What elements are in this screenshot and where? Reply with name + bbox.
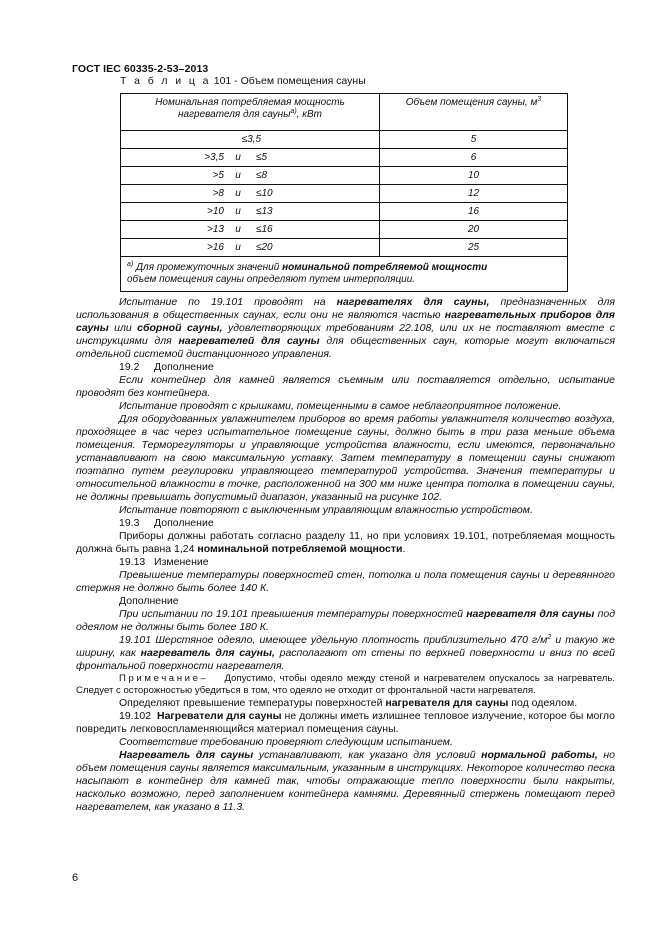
table-row: [121, 239, 568, 257]
volume-cell: 16: [380, 203, 568, 221]
power-upper-bound: ≤10: [256, 188, 273, 199]
text: предназначенных для использования в общественных саунах, если они не являются частью: [76, 296, 615, 321]
addition-heading: Дополнение: [119, 595, 179, 607]
table-header-volume: [380, 94, 568, 131]
footnote-text-c: объем помещения сауны определяют путем интерполяции.: [127, 274, 416, 285]
term: нормальной работы,: [481, 749, 598, 761]
text: под одеялом не должны быть более 180 К.: [76, 608, 615, 633]
volume-cell: 10: [380, 167, 568, 185]
text: 19.101 Шерстяное одеяло, имеющее удельную плотность приблизительно 470 г/м: [119, 634, 548, 646]
note-text: Допустимо, чтобы одеяло между стеной и нагревателем опускалось за нагреватель. Следует с осторожностью убедиться в том, что одеяло не отходит от фронтальной части нагревателя.: [76, 673, 618, 696]
power-and: и: [235, 206, 241, 217]
power-upper-bound: ≤8: [256, 170, 268, 181]
paragraph-container: Если контейнер для камней является съемным или поставляется отдельно, испытание проводят без контейнера.: [76, 374, 615, 399]
power-cell: [121, 167, 380, 185]
header-volume-text: Объем помещения сауны, м: [405, 97, 538, 108]
table-caption-prefix: Т а б л и ц а: [120, 75, 211, 87]
section-19-3-heading: 19.3 Дополнение: [119, 517, 214, 529]
text: устанавливают, как указано для условий: [253, 749, 482, 761]
body-text: [76, 296, 618, 814]
paragraph-19-101: [76, 634, 615, 673]
sauna-volume-table: [120, 93, 568, 292]
power-lower-bound: >5: [212, 170, 224, 181]
power-cell: [121, 131, 380, 149]
table-caption: [120, 75, 366, 87]
text: или: [108, 322, 138, 334]
term: нагревателей для сауны: [178, 335, 320, 347]
paragraph-determine-rise: [76, 697, 615, 710]
page-number: 6: [72, 872, 79, 884]
text: и такую же ширину, как: [76, 634, 615, 659]
table-row: [121, 185, 568, 203]
paragraph-covers: Испытание проводят с крышками, помещенными в самое неблагоприятное положение.: [119, 400, 562, 412]
power-lower-bound: >16: [207, 242, 224, 253]
term: нагревателях для сауны,: [336, 296, 490, 308]
volume-cell: 25: [380, 239, 568, 257]
note-paragraph: [76, 673, 618, 697]
text: .: [402, 543, 406, 555]
text: Испытание по 19.101 проводят на: [119, 296, 337, 308]
paragraph-installation: [76, 749, 615, 814]
header-power-sup: a): [290, 108, 297, 115]
power-and: и: [235, 170, 241, 181]
text: При испытании по 19.101 превышения температуры поверхностей: [119, 608, 467, 620]
text: не должны иметь излишнее тепловое излучение, которое бы могло повредить легковоспламеняющийся материал помещения сауны.: [76, 710, 615, 735]
header-power-line1: Номинальная потребляемая мощность: [155, 97, 345, 108]
paragraph-repeat-test: Испытание повторяют с выключенным управляющим влажностью устройством.: [119, 504, 533, 516]
power-and: и: [235, 242, 241, 253]
header-power-line2: нагревателя для сауны: [178, 109, 291, 120]
paragraph-humidifier: Для оборудованных увлажнителем приборов во время работы увлажнителя количество воздуха, проходящее в час через испытательное помещение сауны, должно быть в три раза меньше объема помещения. Терморегуляторы и управляющие устройства влажности, если имеются, первоначально устанавливают на свою максимальную уставку. Затем температуру в помещении сауны снижают поэтапно путем регулировки управляющего температурой устройства. Значения температуры и относительной влажности в точке, расположенной на 300 мм ниже центра потолка в помещении сауны, не должны превышать допустимый диапазон, указанный на рисунке 102.: [76, 413, 615, 503]
text: Определяют превышение температуры поверхностей: [119, 697, 386, 709]
power-upper-bound: ≤16: [256, 224, 273, 235]
text: но объем помещения сауны является максимальным, указанным в инструкциях. Некоторое количество песка насыпают в контейнер для камней так, чтобы отражающие тепло поверхности были накрыты, насколько возможно, перед заполнением контейнера камнями. Деревянный стержень помещают перед нагревателем, как указано в 11.3.: [76, 749, 616, 813]
power-upper-bound: [289, 134, 293, 145]
power-and: и: [235, 188, 241, 199]
header-power-unit: , кВт: [296, 109, 322, 120]
note-label: Примечание–: [119, 673, 209, 684]
paragraph-19-102: [76, 710, 615, 736]
power-cell: [121, 239, 380, 257]
power-lower-bound: ≤3,5: [241, 134, 261, 145]
table-row: [121, 167, 568, 185]
text: под одеялом.: [508, 697, 578, 709]
table-footnote-row: [121, 257, 568, 292]
table-header-row: [121, 94, 568, 131]
power-upper-bound: ≤13: [256, 206, 273, 217]
table-footnote: [121, 257, 568, 292]
section-19-13-heading: 19.13 Изменение: [119, 556, 209, 568]
text: для общественных саун, которые могут включаться отдельной системой дистанционного управления.: [76, 335, 615, 360]
term: сборной сауны,: [137, 322, 223, 334]
term: номинальной потребляемой мощности: [197, 543, 403, 555]
section-19-2-heading: 19.2 Дополнение: [119, 361, 214, 373]
paragraph-test-19-101: [76, 296, 615, 361]
text: удовлетворяющих требованиям 22.108, или их не поставляют вместе с инструкциями для: [76, 322, 615, 347]
power-upper-bound: ≤20: [256, 242, 273, 253]
footnote-bold: номинальной потребляемой мощности: [282, 262, 488, 273]
text: Приборы должны работать согласно разделу 11, но при условиях 19.101, потребляемая мощность должна быть равна 1,24: [76, 530, 615, 555]
paragraph-temperature-rise: Превышение температуры поверхностей стен, потолка и пола помещения сауны и деревянного стержня не должно быть более 140 К.: [76, 569, 615, 594]
table-header-power: [121, 94, 380, 131]
power-lower-bound: >13: [207, 224, 224, 235]
term: нагреватель для сауны,: [140, 647, 275, 659]
term: нагревателя для сауны: [385, 697, 509, 709]
term: Нагреватели для сауны: [157, 710, 282, 722]
footnote-text-a: Для промежуточных значений: [133, 262, 283, 273]
paragraph-blanket-limit: [76, 608, 615, 634]
power-lower-bound: >3,5: [204, 152, 224, 163]
power-and: и: [235, 152, 241, 163]
term: нагревательных приборов для сауны: [76, 309, 615, 334]
power-cell: [121, 203, 380, 221]
power-cell: [121, 221, 380, 239]
volume-cell: 12: [380, 185, 568, 203]
footnote-sup: a): [127, 261, 134, 268]
sup: 2: [547, 634, 552, 641]
table-row: [121, 131, 568, 149]
power-upper-bound: ≤5: [256, 152, 268, 163]
paragraph-operation: [76, 530, 615, 556]
volume-cell: 20: [380, 221, 568, 239]
term: Нагреватель для сауны: [119, 749, 254, 761]
power-cell: [121, 185, 380, 203]
table-row: [121, 221, 568, 239]
power-lower-bound: >8: [212, 188, 224, 199]
table-row: [121, 149, 568, 167]
text: располагают от стены по верхней поверхности и вниз по всей фронтальной поверхности нагревателя.: [76, 647, 615, 672]
term: нагревателя для сауны: [466, 608, 595, 620]
power-lower-bound: >10: [207, 206, 224, 217]
table-caption-text: 101 - Объем помещения сауны: [213, 75, 366, 87]
volume-cell: 6: [380, 149, 568, 167]
power-and: и: [235, 224, 241, 235]
document-header: ГОСТ IEC 60335-2-53–2013: [72, 63, 209, 75]
paragraph-compliance: Соответствие требованию проверяют следующим испытанием.: [119, 736, 453, 748]
table-row: [121, 203, 568, 221]
power-cell: [121, 149, 380, 167]
header-volume-sup: 3: [537, 96, 542, 103]
text: 19.102: [119, 710, 157, 722]
volume-cell: 5: [380, 131, 568, 149]
